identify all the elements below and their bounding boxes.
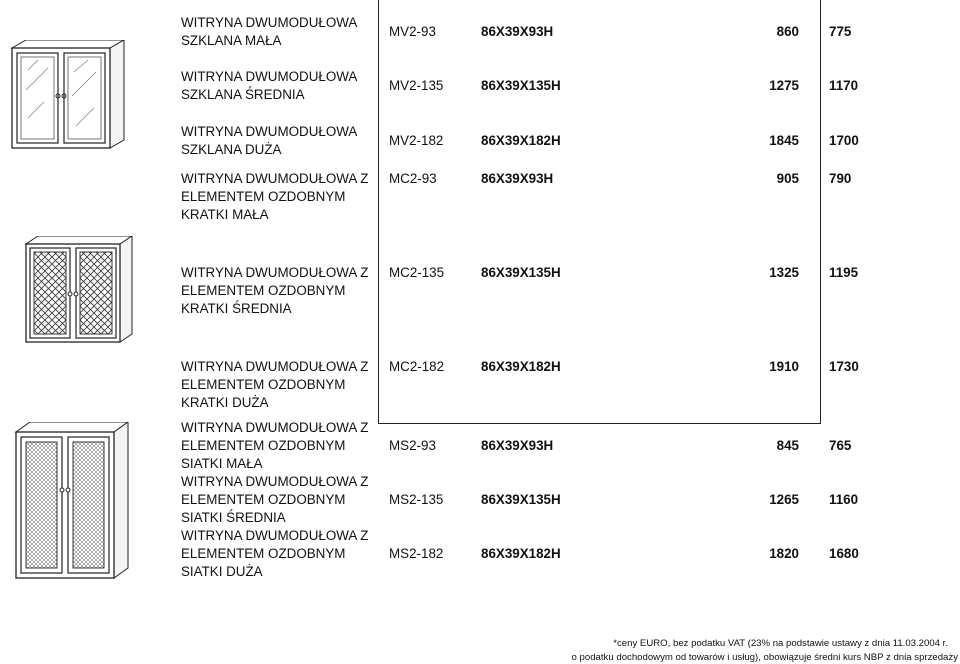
product-description: WITRYNA DWUMODUŁOWA SZKLANA DUŻA <box>181 124 358 157</box>
product-code: MV2-135 <box>389 78 444 93</box>
price-secondary: 1170 <box>829 78 859 93</box>
product-code: MS2-135 <box>389 492 444 507</box>
product-dimensions: 86X39X182H <box>481 359 561 374</box>
product-dimensions: 86X39X93H <box>481 24 554 39</box>
footnote-line-1: *ceny EURO, bez podatku VAT (23% na podstawie ustawy z dnia 11.03.2004 r. <box>613 638 948 649</box>
price-secondary: 775 <box>829 24 852 39</box>
row-divider <box>378 423 821 424</box>
price-secondary: 1730 <box>829 359 859 374</box>
product-code: MC2-93 <box>389 171 437 186</box>
price-secondary: 790 <box>829 171 852 186</box>
product-description: WITRYNA DWUMODUŁOWA Z ELEMENTEM OZDOBNYM SIATKI DUŻA <box>181 528 369 579</box>
lattice-cabinet-icon <box>24 236 136 344</box>
product-description: WITRYNA DWUMODUŁOWA Z ELEMENTEM OZDOBNYM KRATKI MAŁA <box>181 171 369 222</box>
price-primary: 1820 <box>769 546 799 561</box>
product-description: WITRYNA DWUMODUŁOWA Z ELEMENTEM OZDOBNYM SIATKI MAŁA <box>181 420 369 471</box>
price-primary: 1845 <box>769 133 799 148</box>
price-secondary: 1680 <box>829 546 859 561</box>
price-primary: 1910 <box>769 359 799 374</box>
product-code: MC2-135 <box>389 265 445 280</box>
product-code: MS2-182 <box>389 546 444 561</box>
price-secondary: 1160 <box>829 492 859 507</box>
product-description: WITRYNA DWUMODUŁOWA SZKLANA ŚREDNIA <box>181 69 358 102</box>
footnote-line-2: o podatku dochodowym od towarów i usług), obowiązuje średni kurs NBP z dnia sprzedaży <box>571 652 958 663</box>
price-secondary: 1700 <box>829 133 859 148</box>
product-dimensions: 86X39X93H <box>481 438 554 453</box>
product-description: WITRYNA DWUMODUŁOWA SZKLANA MAŁA <box>181 15 358 48</box>
product-dimensions: 86X39X135H <box>481 78 561 93</box>
price-primary: 845 <box>776 438 799 453</box>
price-secondary: 1195 <box>829 265 859 280</box>
product-code: MV2-182 <box>389 133 444 148</box>
product-dimensions: 86X39X182H <box>481 133 561 148</box>
price-primary: 1265 <box>769 492 799 507</box>
price-primary: 1325 <box>769 265 799 280</box>
product-description: WITRYNA DWUMODUŁOWA Z ELEMENTEM OZDOBNYM KRATKI DUŻA <box>181 359 369 410</box>
product-code: MC2-182 <box>389 359 445 374</box>
product-dimensions: 86X39X135H <box>481 492 561 507</box>
product-dimensions: 86X39X135H <box>481 265 561 280</box>
product-dimensions: 86X39X93H <box>481 171 554 186</box>
glass-cabinet-icon <box>10 40 128 152</box>
column-divider <box>378 0 379 424</box>
product-code: MV2-93 <box>389 24 436 39</box>
product-dimensions: 86X39X182H <box>481 546 561 561</box>
price-primary: 905 <box>776 171 799 186</box>
mesh-cabinet-icon <box>14 422 130 580</box>
price-secondary: 765 <box>829 438 852 453</box>
price-primary: 860 <box>776 24 799 39</box>
price-primary: 1275 <box>769 78 799 93</box>
product-description: WITRYNA DWUMODUŁOWA Z ELEMENTEM OZDOBNYM KRATKI ŚREDNIA <box>181 265 369 316</box>
column-divider <box>820 0 821 424</box>
product-description: WITRYNA DWUMODUŁOWA Z ELEMENTEM OZDOBNYM SIATKI ŚREDNIA <box>181 474 369 525</box>
product-code: MS2-93 <box>389 438 436 453</box>
